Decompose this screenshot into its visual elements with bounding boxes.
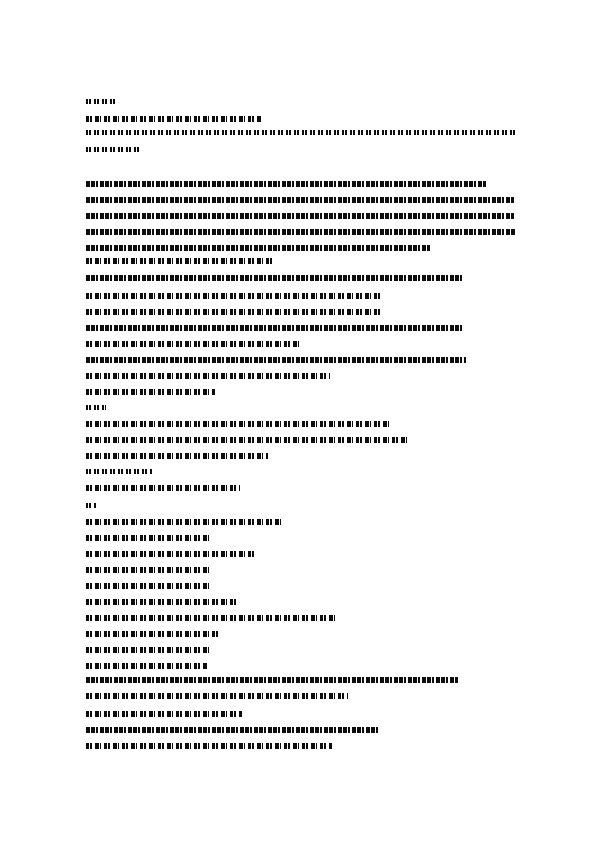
- doc-intro-line: [86, 147, 142, 152]
- body-line: [86, 437, 408, 443]
- body-line: [86, 453, 268, 459]
- list-line: [86, 599, 236, 605]
- body-line: [86, 325, 464, 331]
- body-line: [86, 373, 330, 379]
- list-line: [86, 567, 210, 573]
- list-line: [86, 519, 282, 525]
- body-line: [86, 503, 96, 508]
- body-line: [86, 357, 466, 363]
- body-line: [86, 693, 348, 699]
- body-line: [86, 405, 106, 410]
- list-line: [86, 647, 212, 653]
- paragraph-line: [86, 181, 486, 187]
- paragraph-line: [86, 245, 430, 251]
- doc-intro-line: [86, 130, 516, 135]
- list-line: [86, 535, 210, 541]
- paragraph-line: [86, 213, 514, 219]
- body-line: [86, 309, 380, 315]
- doc-heading: [86, 99, 116, 104]
- paragraph-line: [86, 229, 516, 235]
- body-line: [86, 677, 458, 683]
- body-line: [86, 275, 462, 281]
- body-line: [86, 743, 332, 749]
- paragraph-line: [86, 197, 514, 203]
- list-line: [86, 551, 256, 557]
- body-line: [86, 389, 216, 395]
- body-line: [86, 421, 392, 427]
- list-line: [86, 663, 208, 669]
- list-line: [86, 583, 212, 589]
- body-line: [86, 469, 152, 474]
- paragraph-line: [86, 258, 272, 264]
- list-line: [86, 615, 336, 621]
- body-line: [86, 711, 242, 717]
- body-line: [86, 341, 302, 347]
- body-line: [86, 485, 240, 491]
- list-line: [86, 631, 218, 637]
- body-line: [86, 727, 378, 733]
- doc-subheading: [86, 116, 262, 122]
- body-line: [86, 293, 380, 299]
